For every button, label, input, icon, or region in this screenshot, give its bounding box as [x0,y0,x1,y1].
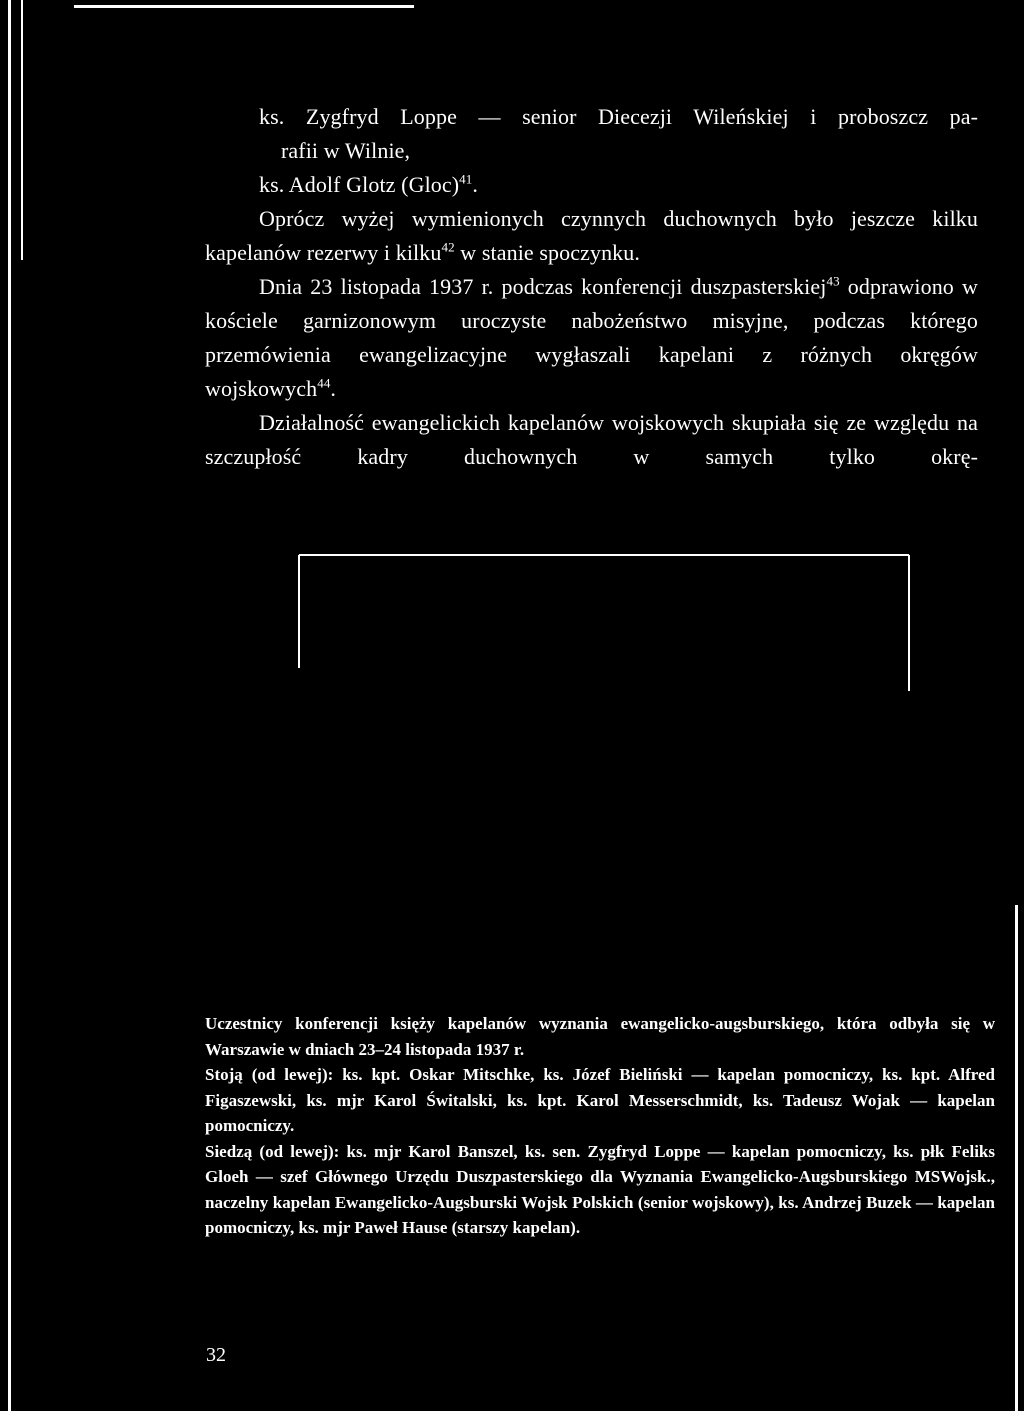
caption-seated: Siedzą (od lewej): ks. mjr Karol Banszel, ks. sen. Zygfryd Loppe — kapelan pomocniczy, ks. płk Feliks Gloeh — szef Głównego Urzędu Duszpasterskiego dla Wyznania Ewangelicko-Augsburskiego MSWojsk., naczelny kapelan Ewangelicko-Augsburski Wojsk Polskich (senior wojskowy), ks. Andrzej Buzek — kapelan pomocniczy, ks. mjr Paweł Hause (starszy kapelan). [205,1141,995,1237]
caption-intro: Uczestnicy konferencji księży kapelanów wyznania ewangelicko-augsburskiego, która odbyła się w Warszawie w dniach 23–24 listopada 1937 r. [205,1014,995,1059]
list-item-loppe-cont: rafii w Wilnie, [281,138,411,163]
photo-caption [205,1011,995,1241]
list-item-glotz: ks. Adolf Glotz (Gloc)$^{41}$. [259,171,478,197]
footnote-ref-44: 44 [317,375,331,391]
footnote-ref-41: 41 [459,171,473,187]
paragraph-2: Dnia 23 listopada 1937 r. podczas konferencji duszpasterskiej$^{43}$ odprawiono w kościele garnizonowym uroczyste nabożeństwo misyjne, podczas którego przemówienia ewangelizacyjne wygłaszali kapelani z różnych okręgów wojskowych$^{44}$. [205,273,979,401]
footnote-ref-42: 42 [441,239,455,255]
scan-edge-right [1015,905,1018,1411]
page-number: 32 [206,1344,226,1366]
scan-edge-top [74,5,414,8]
caption-standing: Stoją (od lewej): ks. kpt. Oskar Mitschke, ks. Józef Bieliński — kapelan pomocniczy, ks. kpt. Alfred Figaszewski, ks. mjr Karol Świtalski, ks. kpt. Karol Messerschmidt, ks. Tadeusz Wojak — kapelan pomocniczy. [205,1065,995,1135]
scan-edge-left-2 [21,0,23,260]
scan-edge-left [8,0,11,1411]
footnote-ref-43: 43 [826,273,840,289]
paragraph-3: Działalność ewangelickich kapelanów wojskowych skupiała się ze względu na szczupłość kadry duchownych w samych tylko okrę- [205,410,978,469]
photo-outline [297,553,917,693]
paragraph-1: Oprócz wyżej wymienionych czynnych duchownych było jeszcze kilku kapelanów rezerwy i kilku$^{42}$ w stanie spoczynku. [205,206,978,265]
list-item-loppe: ks. Zygfryd Loppe — senior Diecezji Wileńskiej i proboszcz pa- [259,104,978,129]
main-text [205,100,978,474]
photo-frame [297,553,917,693]
